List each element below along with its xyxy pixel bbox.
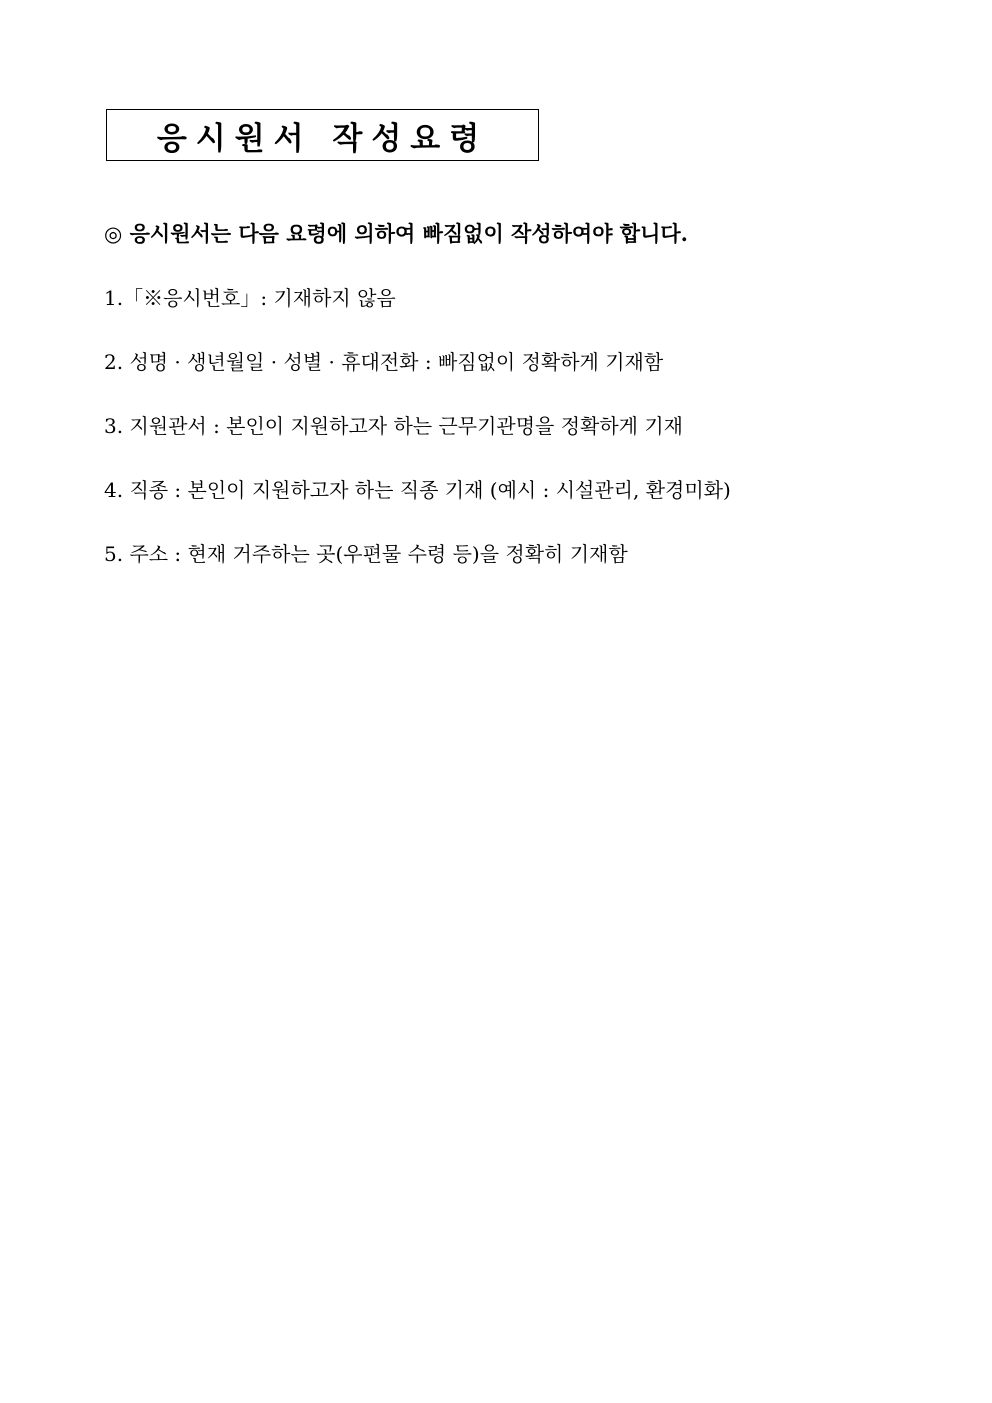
list-item: 1.「※응시번호」: 기재하지 않음 (104, 286, 396, 310)
page-title: 응시원서 작성요령 (156, 120, 489, 157)
list-item: 5. 주소 : 현재 거주하는 곳(우편물 수령 등)을 정확히 기재함 (104, 542, 628, 566)
list-item: 3. 지원관서 : 본인이 지원하고자 하는 근무기관명을 정확하게 기재 (104, 414, 683, 438)
list-item: 2. 성명 · 생년월일 · 성별 · 휴대전화 : 빠짐없이 정확하게 기재함 (104, 350, 664, 374)
list-item: 4. 직종 : 본인이 지원하고자 하는 직종 기재 (예시 : 시설관리, 환경미화) (104, 478, 731, 502)
intro-text: ◎ 응시원서는 다음 요령에 의하여 빠짐없이 작성하여야 합니다. (104, 221, 688, 246)
title-box (106, 109, 539, 161)
